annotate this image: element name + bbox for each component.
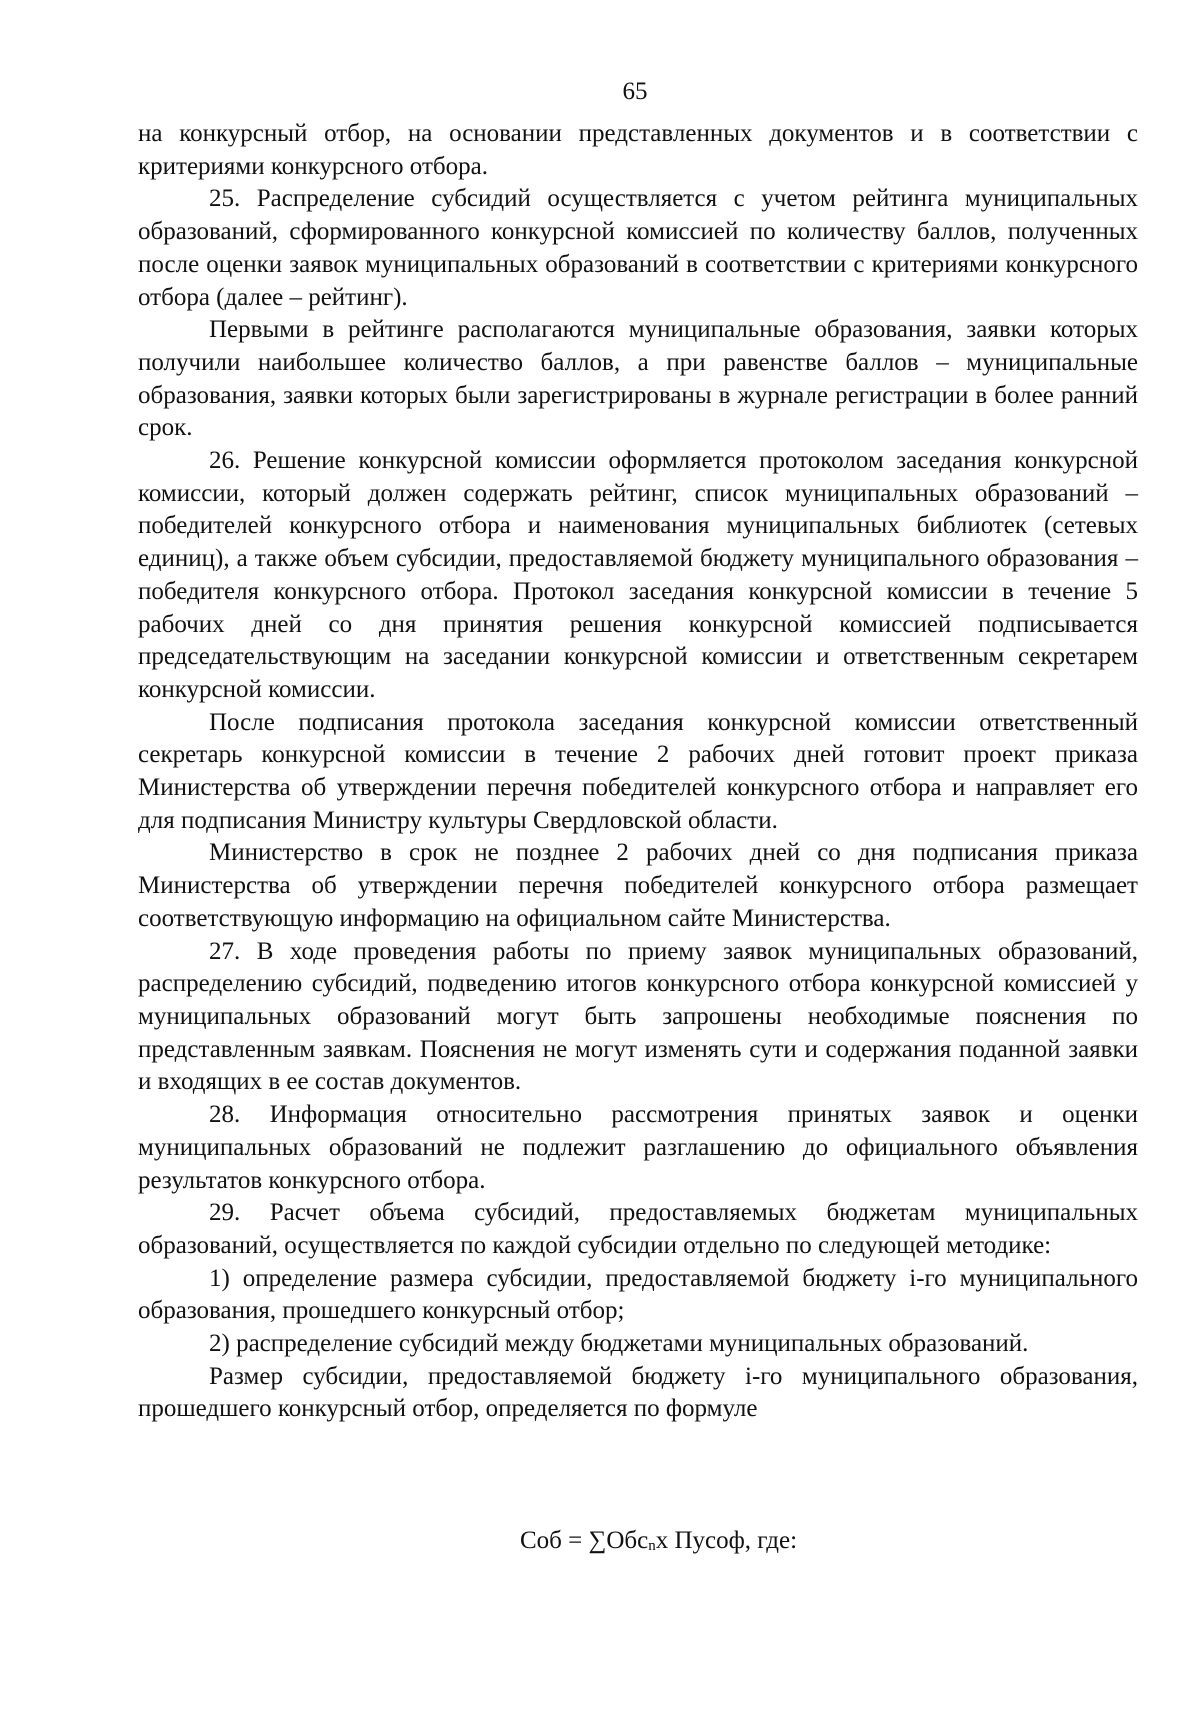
formula-left: Соб = ∑Обс bbox=[520, 1527, 649, 1554]
subsidy-formula bbox=[520, 1527, 797, 1555]
paragraph: 2) распределение субсидий между бюджетами муниципальных образований. bbox=[209, 1330, 1029, 1358]
paragraph: Размер субсидии, предоставляемой бюджету i-го муниципального образования, прошедшего конкурсный отбор, определяется по формуле bbox=[138, 1362, 1138, 1423]
paragraph: 25. Распределение субсидий осуществляется с учетом рейтинга муниципальных образований, сформированного конкурсной комиссией по количеству баллов, полученных после оценки заявок муниципальных образований в соответствии с критериями конкурсного отбора (далее – рейтинг). bbox=[138, 185, 1138, 311]
formula-right: х Пусоф, где: bbox=[655, 1527, 798, 1554]
paragraph: 29. Расчет объема субсидий, предоставляемых бюджетам муниципальных образований, осуществляется по каждой субсидии отдельно по следующей методике: bbox=[138, 1199, 1138, 1259]
paragraph: Министерство в срок не позднее 2 рабочих дней со дня подписания приказа Министерства об утверждении перечня победителей конкурсного отбора размещает соответствующую информацию на официальном сайте Министерства. bbox=[138, 839, 1138, 932]
paragraph: После подписания протокола заседания конкурсной комиссии ответственный секретарь конкурсной комиссии в течение 2 рабочих дней готовит проект приказа Министерства об утверждении перечня победителей конкурсного отбора и направляет его для подписания Министру культуры Свердловской области. bbox=[138, 708, 1138, 834]
paragraph: Первыми в рейтинге располагаются муниципальные образования, заявки которых получили наибольшее количество баллов, а при равенстве баллов – муниципальные образования, заявки которых были зарегистрированы в журнале регистрации в более ранний срок. bbox=[138, 316, 1138, 442]
document-body bbox=[138, 118, 1138, 1426]
paragraph: 26. Решение конкурсной комиссии оформляется протоколом заседания конкурсной комиссии, который должен содержать рейтинг, список муниципальных образований – победителей конкурсного отбора и наименования муниципальных библиотек (сетевых единиц), а также объем субсидии, предоставляемой бюджету муниципального образования – победителя конкурсного отбора. Протокол заседания конкурсной комиссии в течение 5 рабочих дней со дня принятия решения конкурсной комиссией подписывается председательствующим на заседании конкурсной комиссии и ответственным секретарем конкурсной комиссии. bbox=[138, 447, 1138, 703]
paragraph: 1) определение размера субсидии, предоставляемой бюджету i-го муниципального образования, прошедшего конкурсный отбор; bbox=[138, 1264, 1138, 1325]
formula-subscript: n bbox=[648, 1538, 656, 1554]
paragraph: 27. В ходе проведения работы по приему заявок муниципальных образований, распределению субсидий, подведению итогов конкурсного отбора конкурсной комиссией у муниципальных образований могут быть запрошены необходимые пояснения по представленным заявкам. Пояснения не могут изменять сути и содержания поданной заявки и входящих в ее состав документов. bbox=[138, 937, 1138, 1096]
paragraph: на конкурсный отбор, на основании представленных документов и в соответствии с критериями конкурсного отбора. bbox=[138, 120, 1138, 180]
page-number: 65 bbox=[622, 78, 648, 105]
paragraph: 28. Информация относительно рассмотрения принятых заявок и оценки муниципальных образований не подлежит разглашению до официального объявления результатов конкурсного отбора. bbox=[138, 1101, 1138, 1194]
